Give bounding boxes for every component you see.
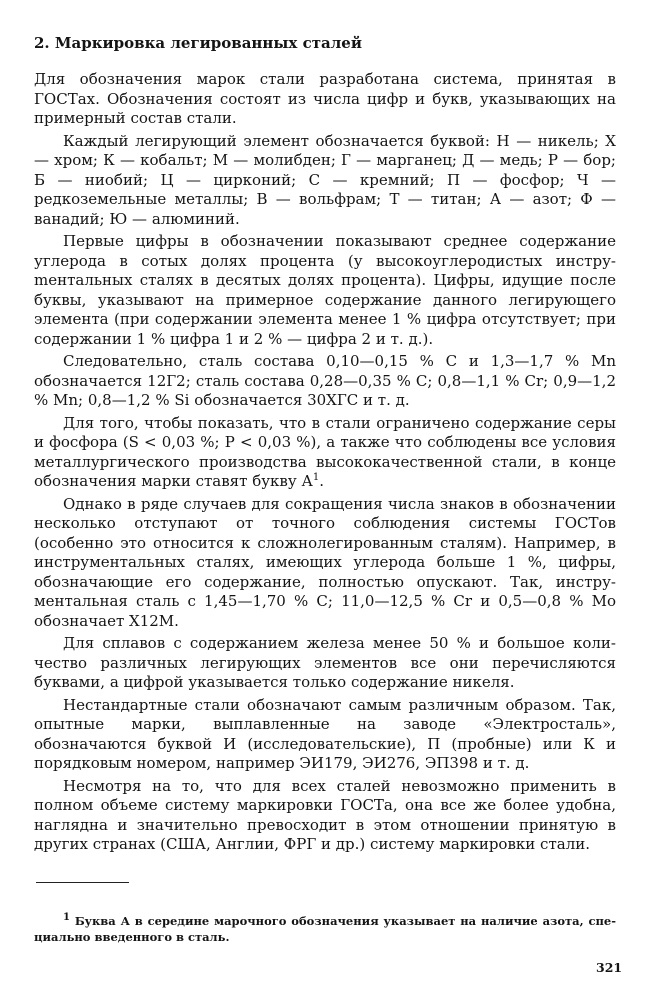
paragraph: Для сплавов с содержанием железа менее 50 % и большое количество различных легирующих элементов все они перечисляются буквами, а цифрой указывается только содержание никеля. [34, 634, 616, 691]
paragraph: Несмотря на то, что для всех сталей невозможно применить в полном объеме систему маркировки ГОСТа, она все же более удобна, наглядна и значительно превосходит в этом отношении принятую в других странах (США, Англии, ФРГ и др.) систему маркировки стали. [34, 776, 616, 853]
paragraph-text: Для того, чтобы показать, что в стали ограничено содержание серы и фосфора (S < 0,03 %; Р < 0,03 %), а также что соблюдены все условия металлургического производства высококачественной стали, в конце обозначения марки ставят букву А [34, 413, 616, 490]
footnote-reference[interactable]: 1 [312, 472, 320, 483]
paragraph: Нестандартные стали обозначают самым различным образом. Так, опытные марки, выплавленные на заводе «Электросталь», обозначаются буквой И (исследовательские), П (пробные) или К и порядковым номером, например ЭИ179, ЭИ276, ЭП398 и т. д. [34, 695, 616, 772]
footnote [34, 913, 616, 945]
paragraph-with-footnote [34, 414, 616, 492]
page-number: 321 [596, 960, 623, 975]
sentence-end: . [319, 472, 324, 490]
paragraph: Однако в ряде случаев для сокращения числа знаков в обозначении несколько отступают от точного соблюдения системы ГОСТов (особенно это относится к сложнолегированным сталям). Например, в инструментальных сталях, имеющих углерода больше 1 %, цифры, обозначающие его содержание, полностью опускают. Так, инструментальная сталь с 1,45—1,70 % С; 11,0—12,5 % Cr и 0,5—0,8 % Mo обозначает Х12М. [34, 494, 616, 630]
footnote-text: Буква А в середине марочного обозначения указывает на наличие азота, специально введенного в сталь. [34, 914, 616, 944]
body-text [34, 70, 616, 858]
paragraph: Для обозначения марок стали разработана система, принятая в ГОСТах. Обозначения состоят из числа цифр и букв, указывающих на примерный состав стали. [34, 70, 616, 127]
footnote-divider [36, 882, 129, 883]
footnote-marker: 1 [63, 912, 70, 924]
section-heading: 2. Маркировка легированных сталей [34, 34, 362, 52]
paragraph: Первые цифры в обозначении показывают среднее содержание углерода в сотых долях процента (у высокоуглеродистых инструmентальных сталях в десятых долях процента). Цифры, идущие после буквы, указывают на примерное содержание данного легирующего элемента (при содержании элемента менее 1 % цифра отсутствует; при содержании 1 % цифра 1 и 2 % — цифра 2 и т. д.). [34, 232, 616, 348]
paragraph: Следовательно, сталь состава 0,10—0,15 % С и 1,3—1,7 % Mn обозначается 12Г2; сталь состава 0,28—0,35 % С; 0,8—1,1 % Cr; 0,9—1,2 % Mn; 0,8—1,2 % Si обозначается 30ХГС и т. д. [34, 352, 616, 409]
paragraph: Каждый легирующий элемент обозначается буквой: Н — никель; Х — хром; К — кобальт; М — молибден; Г — марганец; Д — медь; Р — бор; Б — ниобий; Ц — цирконий; С — кремний; П — фосфор; Ч — редкоземельные металлы; В — вольфрам; Т — титан; А — азот; Ф — ванадий; Ю — алюминий. [34, 131, 616, 228]
